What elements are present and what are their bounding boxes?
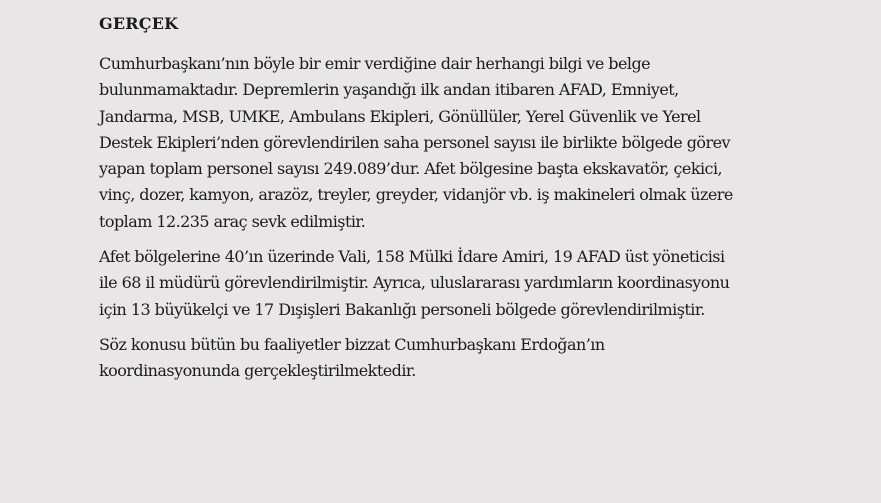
text-line: Jandarma, MSB, UMKE, Ambulans Ekipleri, Gönüllüler, Yerel Güvenlik ve Yerel <box>99 106 701 126</box>
text-line: Afet bölgelerine 40’ın üzerinde Vali, 158 Mülki İdare Amiri, 19 AFAD üst yöneticisi <box>99 247 725 267</box>
text-line: toplam 12.235 araç sevk edilmiştir. <box>99 211 366 231</box>
text-line: ile 68 il müdürü görevlendirilmiştir. Ayrıca, uluslararası yardımların koordinasyonu <box>99 273 730 293</box>
text-line: Söz konusu bütün bu faaliyetler bizzat Cumhurbaşkanı Erdoğan’ın <box>99 334 605 354</box>
text-line: yapan toplam personel sayısı 249.089’dur. Afet bölgesine başta ekskavatör, çekici, <box>99 159 723 179</box>
paragraph-personnel <box>99 51 799 235</box>
text-line: Destek Ekipleri’nden görevlendirilen saha personel sayısı ile birlikte bölgede görev <box>99 132 731 152</box>
document-body <box>99 12 799 394</box>
paragraph-officials <box>99 244 799 323</box>
paragraph-coordination <box>99 332 799 385</box>
text-line: Cumhurbaşkanı’nın böyle bir emir verdiğine dair herhangi bilgi ve belge <box>99 54 651 73</box>
text-line: için 13 büyükelçi ve 17 Dışişleri Bakanlığı personeli bölgede görevlendirilmiştir. <box>99 299 705 319</box>
section-heading: GERÇEK <box>99 14 179 33</box>
text-line: koordinasyonunda gerçekleştirilmektedir. <box>99 361 416 381</box>
text-line: vinç, dozer, kamyon, arazöz, treyler, greyder, vidanjör vb. iş makineleri olmak üzere <box>99 185 733 205</box>
text-line: bulunmamaktadır. Depremlerin yaşandığı ilk andan itibaren AFAD, Emniyet, <box>99 80 679 100</box>
